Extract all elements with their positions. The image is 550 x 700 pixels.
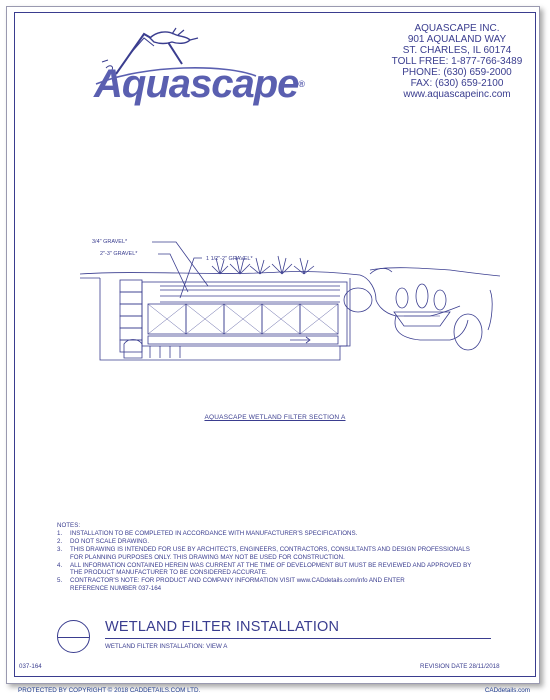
company-city: ST. CHARLES, IL 60174 bbox=[402, 45, 512, 56]
drawing-subtitle: WETLAND FILTER INSTALLATION: VIEW A bbox=[105, 643, 228, 650]
note-text: ALL INFORMATION CONTAINED HEREIN WAS CURRENT AT THE TIME OF DEVELOPMENT BUT MUST BE REVIEWED AND APPROVED BY bbox=[70, 561, 472, 569]
note-row bbox=[57, 546, 527, 554]
note-text: THE PRODUCT MANUFACTURER TO BE CONSIDERED ACCURATE. bbox=[70, 569, 268, 577]
title-block bbox=[57, 620, 493, 654]
section-svg bbox=[20, 220, 530, 390]
copyright-text: PROTECTED BY COPYRIGHT © 2018 CADDETAILS.COM LTD. bbox=[18, 687, 201, 694]
note-number: 5. bbox=[57, 577, 63, 585]
notes-block bbox=[57, 522, 527, 593]
note-text: INSTALLATION TO BE COMPLETED IN ACCORDANCE WITH MANUFACTURER'S SPECIFICATIONS. bbox=[70, 529, 358, 537]
revision-date: REVISION DATE 28/11/2018 bbox=[420, 663, 500, 670]
registered-mark: ® bbox=[298, 79, 305, 89]
note-number: 3. bbox=[57, 545, 63, 553]
section-caption: AQUASCAPE WETLAND FILTER SECTION A bbox=[204, 414, 346, 421]
label-gravel-small: 3/4" GRAVEL* bbox=[92, 239, 128, 245]
company-phone: PHONE: (630) 659-2000 bbox=[402, 67, 512, 78]
company-info bbox=[362, 23, 550, 100]
note-row bbox=[57, 554, 527, 562]
note-number: 4. bbox=[57, 561, 63, 569]
notes-heading: NOTES: bbox=[57, 522, 81, 529]
caddetails-link[interactable]: CADdetails.com bbox=[484, 687, 530, 694]
note-row bbox=[57, 562, 527, 570]
company-address: 901 AQUALAND WAY bbox=[407, 34, 507, 45]
section-marker-circle bbox=[57, 620, 90, 653]
note-row bbox=[57, 577, 527, 585]
note-row bbox=[57, 569, 527, 577]
aquascape-logo bbox=[86, 24, 316, 110]
sheet-number: 037-164 bbox=[19, 663, 42, 670]
note-text: REFERENCE NUMBER 037-164 bbox=[70, 585, 162, 593]
note-row bbox=[57, 530, 527, 538]
drawing-title: WETLAND FILTER INSTALLATION bbox=[105, 619, 340, 635]
note-number: 1. bbox=[57, 529, 63, 537]
logo-brand-text: Aquascape bbox=[94, 62, 299, 106]
note-text: CONTRACTOR'S NOTE: FOR PRODUCT AND COMPANY INFORMATION VISIT www.CADdetails.com/info AND ENTER bbox=[70, 577, 405, 585]
note-row bbox=[57, 585, 527, 593]
label-gravel-large: 1 1/2"-2" GRAVEL* bbox=[206, 256, 253, 262]
company-name: AQUASCAPE INC. bbox=[414, 23, 500, 34]
label-gravel-medium: 2"-3" GRAVEL* bbox=[100, 251, 138, 257]
company-website[interactable]: www.aquascapeinc.com bbox=[403, 89, 511, 100]
company-fax: FAX: (630) 659-2100 bbox=[410, 78, 504, 89]
logo-wordmark bbox=[94, 64, 304, 104]
title-underline bbox=[105, 638, 491, 639]
note-number: 2. bbox=[57, 537, 63, 545]
company-toll-free: TOLL FREE: 1-877-766-3489 bbox=[391, 56, 523, 67]
note-row bbox=[57, 538, 527, 546]
wetland-filter-section-drawing bbox=[20, 220, 530, 390]
note-text: FOR PLANNING PURPOSES ONLY. THIS DRAWING MAY NOT BE USED FOR CONSTRUCTION. bbox=[70, 553, 345, 561]
note-text: DO NOT SCALE DRAWING. bbox=[70, 537, 150, 545]
note-text: THIS DRAWING IS INTENDED FOR USE BY ARCHITECTS, ENGINEERS, CONTRACTORS, CONSULTANTS AND DESIGN PROFESSIONALS bbox=[70, 545, 470, 553]
